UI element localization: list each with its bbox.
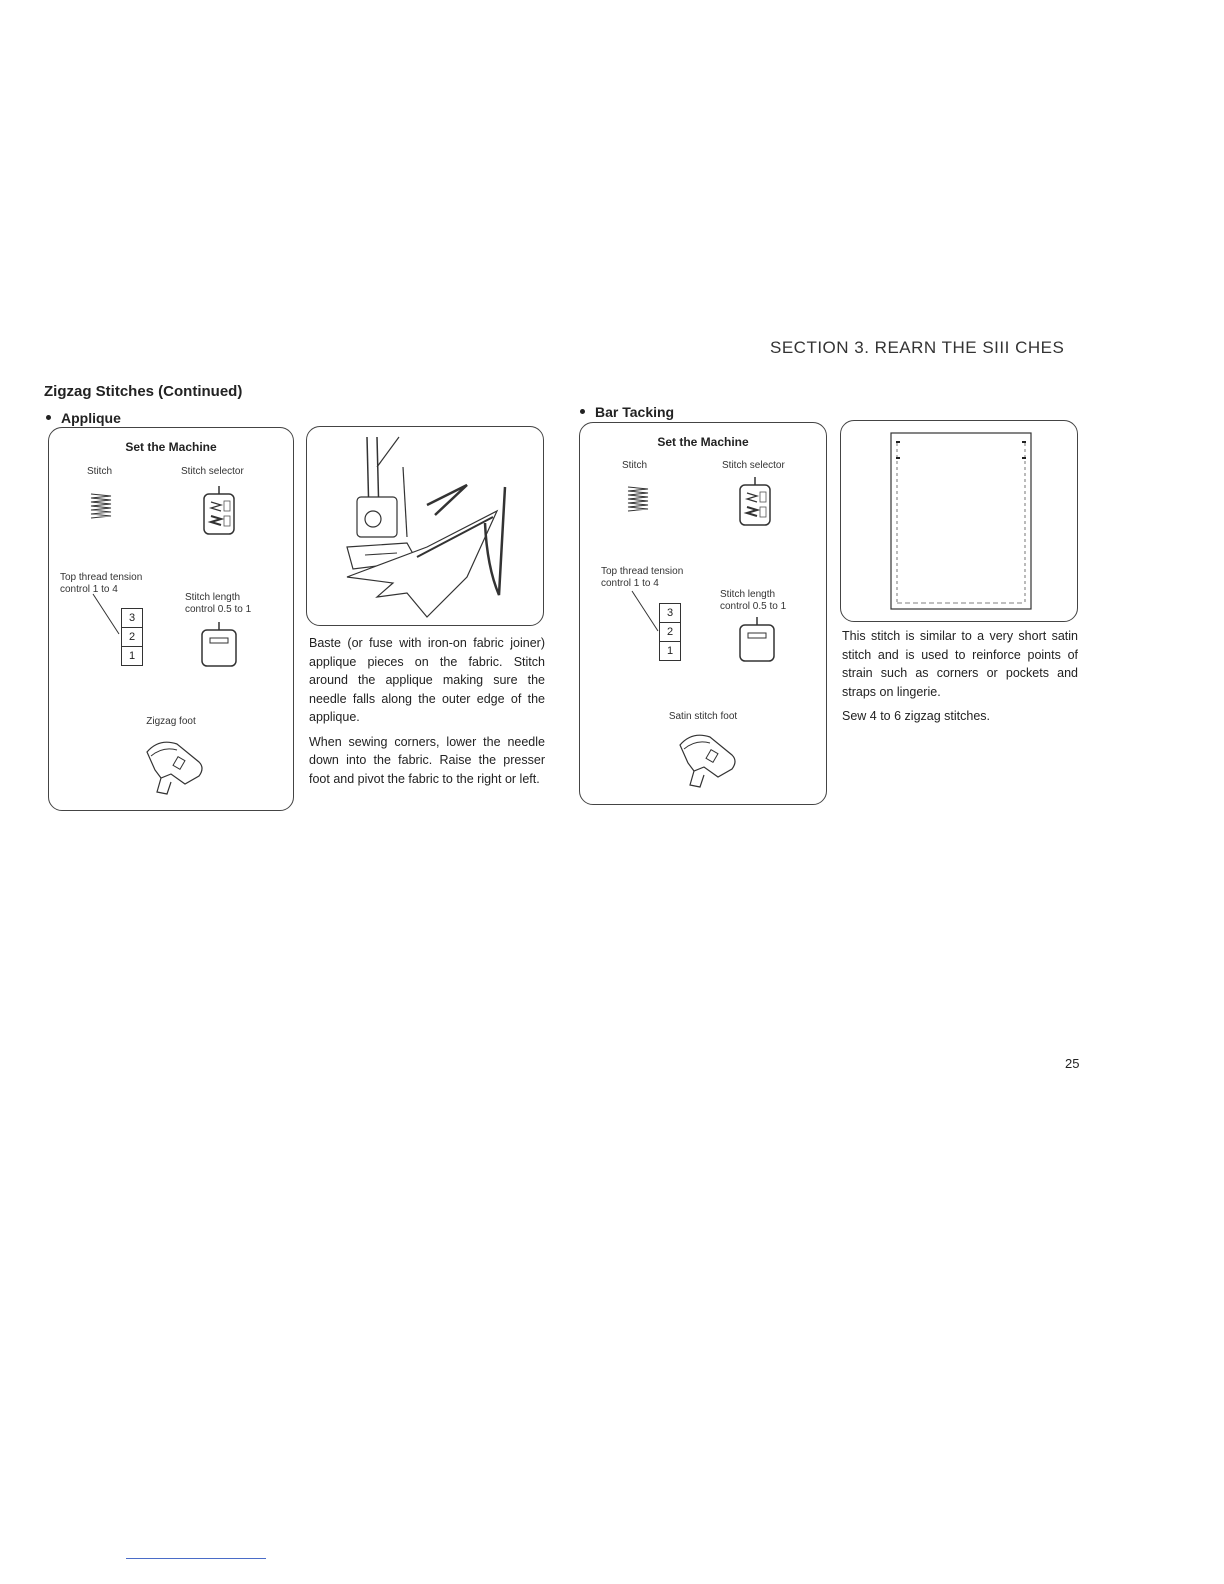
panel-title: Set the Machine — [657, 435, 749, 449]
satin-stitch-foot-icon — [674, 727, 744, 793]
tension-dial-icon — [659, 603, 681, 661]
bar-tacking-instructions — [842, 627, 1078, 732]
applique-paragraph-2: When sewing corners, lower the needle down into the fabric. Raise the presser foot and pivot the fabric to the right or left. — [309, 734, 545, 786]
stitch-selector-icon — [735, 477, 775, 527]
bullet-icon — [46, 415, 51, 420]
stitch-length-knob-icon — [199, 622, 239, 670]
footer-rule — [126, 1558, 266, 1559]
page-number: 25 — [1065, 1056, 1080, 1071]
section-header: SECTION 3. REARN THE SIII CHES — [770, 338, 1065, 357]
dial-number: 1 — [666, 645, 674, 657]
applique-heading-text: Applique — [61, 410, 121, 426]
tension-dial-icon — [121, 608, 143, 666]
dial-number: 2 — [660, 623, 680, 642]
zigzag-stitch-icon — [626, 485, 650, 513]
stitch-label: Stitch — [87, 466, 113, 477]
sewing-machine-needle-illustration — [307, 427, 543, 625]
bar-tacking-heading-text: Bar Tacking — [595, 404, 675, 420]
tension-label-line2: control 1 to 4 — [601, 578, 659, 589]
length-label-line1: Stitch length — [720, 589, 776, 600]
tension-label-line1: Top thread tension — [601, 566, 684, 577]
applique-settings-panel — [48, 427, 294, 811]
bar-tacking-paragraph-2: Sew 4 to 6 zigzag stitches. — [842, 709, 990, 723]
foot-label: Satin stitch foot — [668, 711, 738, 722]
applique-paragraph-1: Baste (or fuse with iron-on fabric joiner) applique pieces on the fabric. Stitch around the applique making sure the needle falls along the outer edge of the applique. — [309, 636, 545, 724]
bar-tack-diagram — [841, 421, 1077, 621]
zigzag-stitch-icon — [89, 492, 113, 520]
panel-title: Set the Machine — [125, 440, 217, 454]
bar-tacking-heading — [580, 404, 674, 420]
bar-tacking-paragraph-1: This stitch is similar to a very short satin stitch and is used to reinforce points of strain such as corners or pockets and straps on lingerie. — [842, 629, 1078, 699]
length-label-line2: control 0.5 to 1 — [185, 604, 252, 615]
stitch-length-knob-icon — [737, 617, 777, 665]
length-label-line1: Stitch length — [185, 592, 241, 603]
zigzag-foot-icon — [141, 734, 211, 800]
bar-tacking-settings-panel — [579, 422, 827, 805]
length-label-line2: control 0.5 to 1 — [720, 601, 787, 612]
bullet-icon — [580, 409, 585, 414]
stitch-selector-label: Stitch selector — [181, 466, 244, 477]
tension-label-line2: control 1 to 4 — [60, 584, 118, 595]
page-title: Zigzag Stitches (Continued) — [44, 383, 243, 400]
dial-number: 3 — [122, 609, 142, 628]
bar-tacking-illustration — [840, 420, 1078, 622]
applique-instructions — [309, 634, 545, 794]
dial-number: 1 — [128, 650, 136, 662]
applique-illustration — [306, 426, 544, 626]
stitch-selector-icon — [199, 486, 239, 536]
dial-number: 3 — [660, 604, 680, 623]
dial-number: 2 — [122, 628, 142, 647]
foot-label: Zigzag foot — [146, 716, 196, 727]
stitch-selector-label: Stitch selector — [722, 460, 785, 471]
tension-label-line1: Top thread tension — [60, 572, 143, 583]
stitch-label: Stitch — [622, 460, 648, 471]
applique-heading — [46, 410, 121, 426]
